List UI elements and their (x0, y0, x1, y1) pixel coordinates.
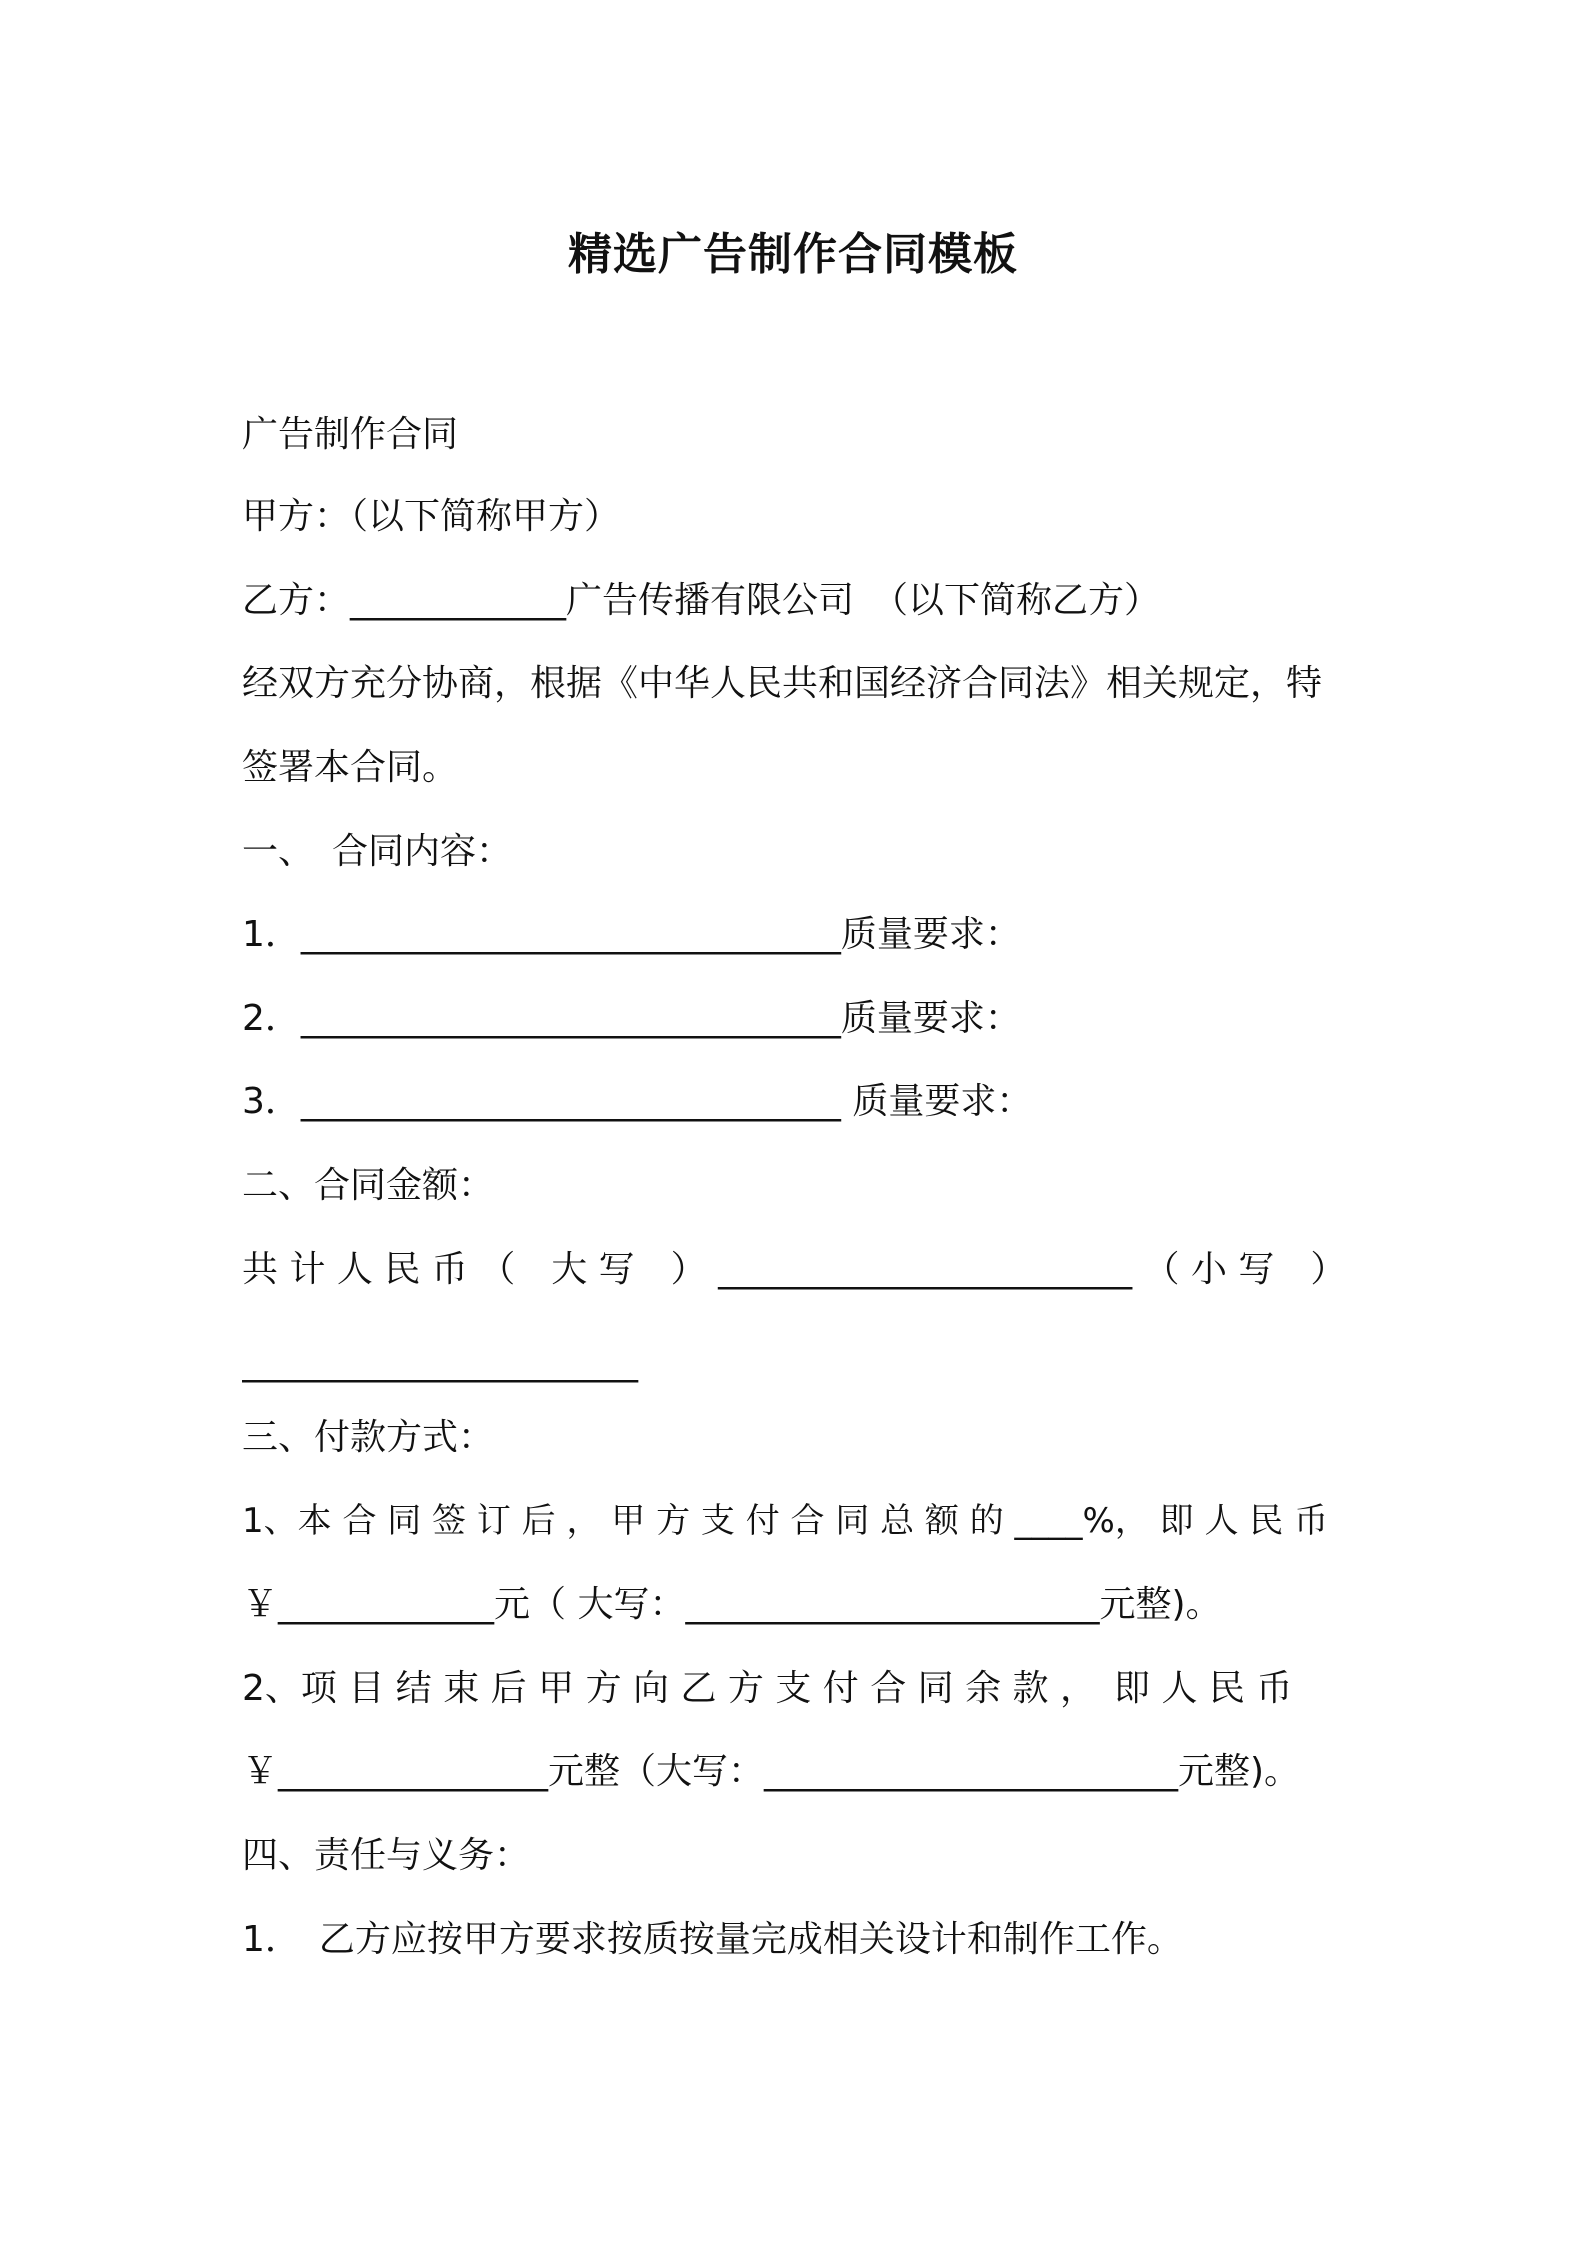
section-4-heading: 四、责任与义务： (242, 1835, 531, 1876)
payment-1-line-1: 1、本 合 同 签 订 后 ， 甲 方 支 付 合 同 总 额 的 ____%， 即 人 民 币 (242, 1501, 1329, 1541)
section-3-heading: 三、付款方式： (242, 1417, 495, 1458)
payment-2-line-2: ￥_______________元整（大写：_______________________元整)。 (242, 1751, 1301, 1792)
preamble-line-1: 经双方充分协商，根据《中华人民共和国经济合同法》相关规定，特 (242, 663, 1323, 704)
content-item-2: 2．______________________________质量要求： (242, 998, 1021, 1039)
party-a-line: 甲方：（以下简称甲方） (242, 496, 621, 537)
duty-item-1: 1． 乙方应按甲方要求按质按量完成相关设计和制作工作。 (242, 1919, 1183, 1960)
content-item-1: 1．______________________________质量要求： (242, 914, 1021, 955)
party-b-line: 乙方：____________广告传播有限公司 （以下简称乙方） (242, 580, 1161, 621)
section-2-heading: 二、合同金额： (242, 1165, 495, 1206)
amount-line: 共 计 人 民 币 （ 大 写 ） _______________________ （ 小 写 ） (242, 1249, 1347, 1290)
preamble-line-2: 签署本合同。 (242, 747, 459, 788)
content-item-3: 3．______________________________ 质量要求： (242, 1081, 1033, 1122)
payment-2-line-1: 2、项 目 结 束 后 甲 方 向 乙 方 支 付 合 同 余 款 ， 即 人 民 币 (242, 1668, 1293, 1709)
section-1-heading: 一、 合同内容： (242, 831, 513, 872)
amount-blank-line: ______________________ (242, 1342, 638, 1383)
payment-1-line-2: ￥____________元（ 大写：_______________________元整)。 (242, 1584, 1222, 1625)
contract-heading: 广告制作合同 (242, 414, 459, 455)
document-title: 精选广告制作合同模板 (568, 229, 1018, 280)
